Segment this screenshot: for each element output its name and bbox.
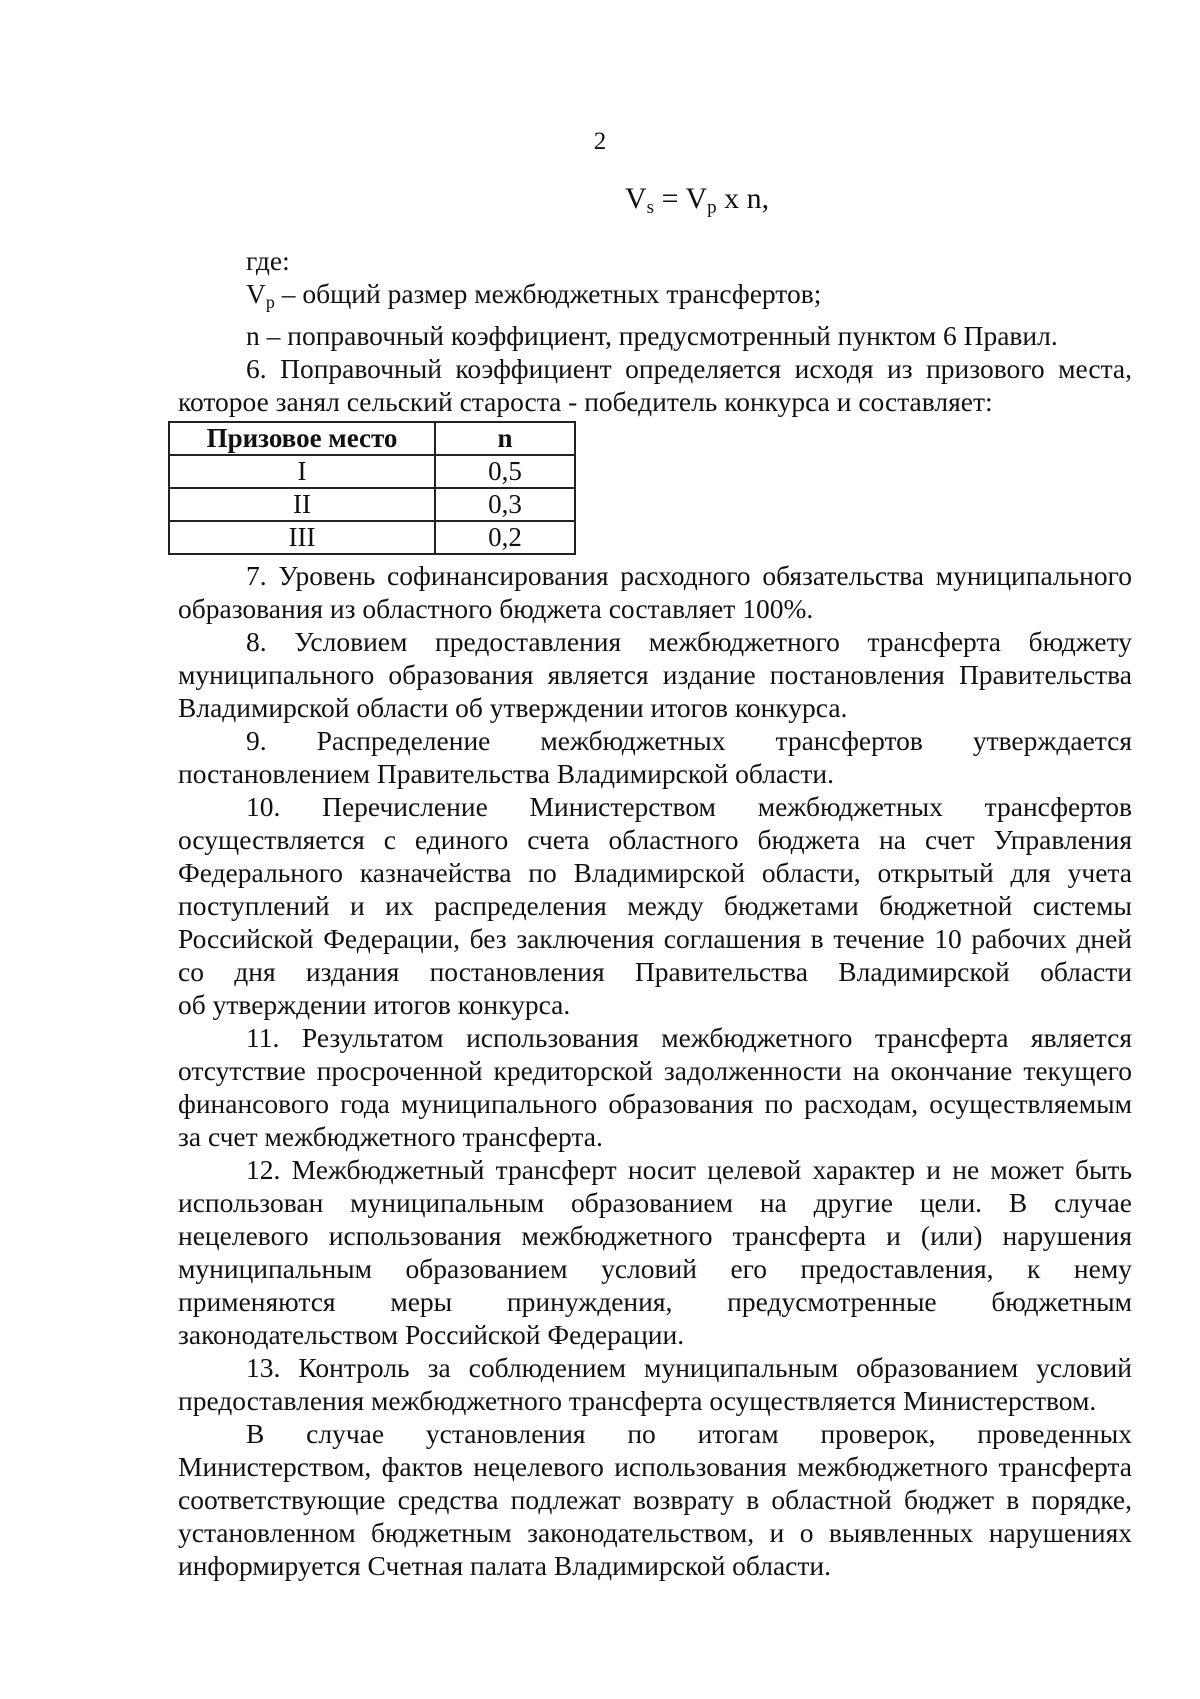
paragraph-10-line-6: со дня издания постановления Правительства Владимирской области <box>178 956 1132 987</box>
formula-lhs-sub: s <box>646 197 655 218</box>
paragraph-11-line-3: финансового года муниципального образования по расходам, осуществляемым <box>178 1088 1132 1119</box>
paragraph-13-line-2: предоставления межбюджетного трансферта осуществляется Министерством. <box>178 1385 1097 1416</box>
page-number: 2 <box>593 128 607 155</box>
table-row <box>169 521 575 554</box>
paragraph-8-line-1: 8. Условием предоставления межбюджетного трансферта бюджету <box>246 626 1132 657</box>
paragraph-13-line-1: 13. Контроль за соблюдением муниципальным образованием условий <box>246 1352 1132 1383</box>
formula-rhs-sub: p <box>707 197 717 218</box>
paragraph-6-line-1: 6. Поправочный коэффициент определяется исходя из призового места, <box>246 353 1132 384</box>
where-line: где: <box>246 245 290 276</box>
table-cell: 0,2 <box>435 521 575 554</box>
paragraph-14-line-3: соответствующие средства подлежат возврату в областной бюджет в порядке, <box>178 1484 1132 1515</box>
paragraph-8-line-3: Владимирской области об утверждении итогов конкурса. <box>178 692 848 723</box>
table-header-row <box>169 422 575 455</box>
prize-table <box>168 421 576 555</box>
table-cell: I <box>169 455 435 488</box>
table-row <box>169 455 575 488</box>
table-cell: II <box>169 488 435 521</box>
paragraph-12-line-6: законодательством Российской Федерации. <box>178 1319 685 1350</box>
n-definition: n – поправочный коэффициент, предусмотренный пунктом 6 Правил. <box>246 320 1058 351</box>
table-cell: 0,5 <box>435 455 575 488</box>
vp-text: – общий размер межбюджетных трансфертов; <box>274 278 822 309</box>
paragraph-14-line-4: установленном бюджетным законодательством, и о выявленных нарушениях <box>178 1517 1132 1548</box>
paragraph-9-line-1: 9. Распределение межбюджетных трансфертов утверждается <box>246 725 1132 756</box>
table-cell: III <box>169 521 435 554</box>
paragraph-7-line-2: образования из областного бюджета составляет 100%. <box>178 593 814 624</box>
paragraph-10-line-5: Российской Федерации, без заключения соглашения в течение 10 рабочих дней <box>178 923 1132 954</box>
formula-rest: x n, <box>716 182 770 215</box>
paragraph-14-line-2: Министерством, фактов нецелевого использования межбюджетного трансферта <box>178 1451 1132 1482</box>
paragraph-11-line-4: за счет межбюджетного трансферта. <box>178 1121 603 1152</box>
document-body <box>178 244 1132 1582</box>
table-row <box>169 488 575 521</box>
vp-definition <box>178 277 1132 319</box>
table-cell: 0,3 <box>435 488 575 521</box>
paragraph-12-line-3: нецелевого использования межбюджетного трансферта и (или) нарушения <box>178 1220 1132 1251</box>
table-header: Призовое место <box>169 422 435 455</box>
paragraph-10-line-4: поступлений и их распределения между бюджетами бюджетной системы <box>178 890 1132 921</box>
vp-symbol: V <box>246 278 266 309</box>
paragraph-11-line-2: отсутствие просроченной кредиторской задолженности на окончание текущего <box>178 1055 1132 1086</box>
paragraph-12-line-4: муниципальным образованием условий его предоставления, к нему <box>178 1253 1132 1284</box>
paragraph-12-line-2: использован муниципальным образованием на другие цели. В случае <box>178 1187 1132 1218</box>
paragraph-10-line-3: Федерального казначейства по Владимирской области, открытый для учета <box>178 857 1132 888</box>
vp-subscript: p <box>265 292 275 312</box>
paragraph-7-line-1: 7. Уровень софинансирования расходного обязательства муниципального <box>246 560 1132 591</box>
formula <box>625 182 769 219</box>
paragraph-12-line-5: применяются меры принуждения, предусмотренные бюджетным <box>178 1286 1132 1317</box>
paragraph-6-line-2: которое занял сельский староста - победитель конкурса и составляет: <box>178 386 993 417</box>
paragraph-11-line-1: 11. Результатом использования межбюджетного трансферта является <box>246 1022 1132 1053</box>
paragraph-14-line-1: В случае установления по итогам проверок, проведенных <box>246 1418 1132 1449</box>
table-header: n <box>435 422 575 455</box>
paragraph-12-line-1: 12. Межбюджетный трансферт носит целевой характер и не может быть <box>246 1154 1132 1185</box>
paragraph-10-line-1: 10. Перечисление Министерством межбюджетных трансфертов <box>246 791 1132 822</box>
paragraph-8-line-2: муниципального образования является издание постановления Правительства <box>178 659 1132 690</box>
formula-lhs: V <box>625 182 647 215</box>
paragraph-9-line-2: постановлением Правительства Владимирской области. <box>178 758 834 789</box>
paragraph-10-line-7: об утверждении итогов конкурса. <box>178 989 571 1020</box>
paragraph-14-line-5: информируется Счетная палата Владимирской области. <box>178 1550 831 1581</box>
formula-eq: = V <box>654 182 708 215</box>
paragraph-10-line-2: осуществляется с единого счета областного бюджета на счет Управления <box>178 824 1132 855</box>
